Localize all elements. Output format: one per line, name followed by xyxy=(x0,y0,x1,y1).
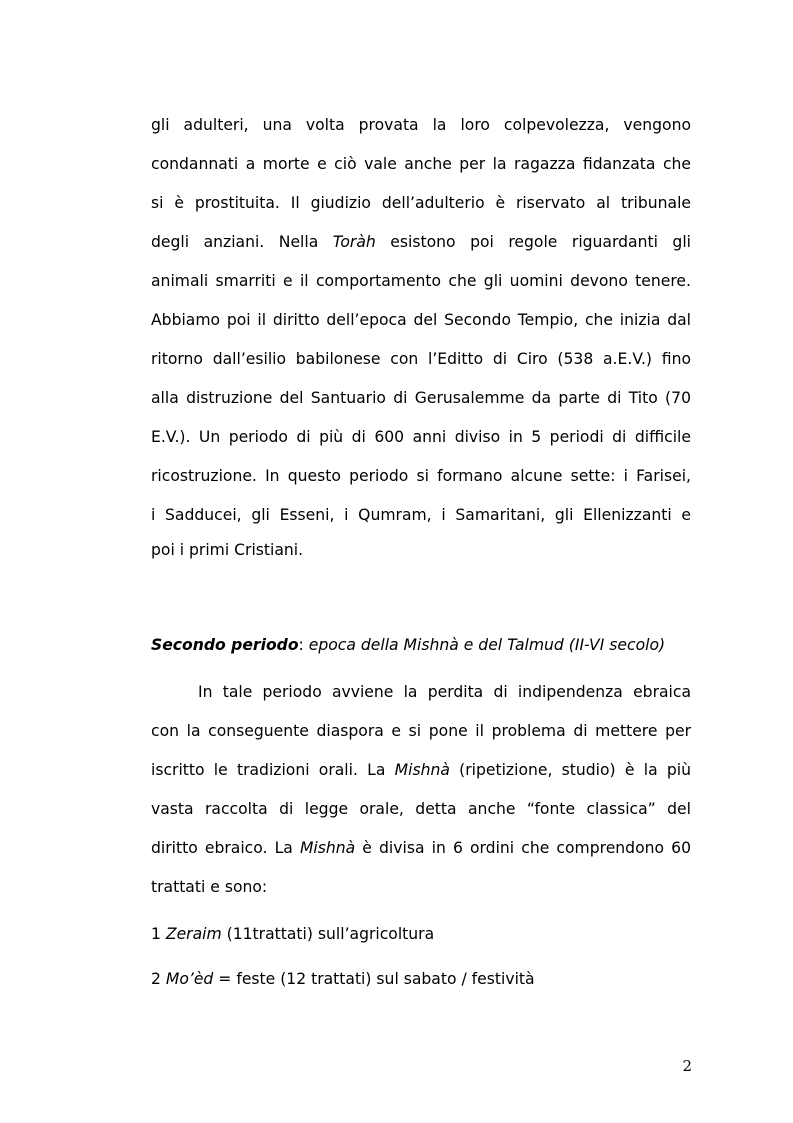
text-segment: diritto ebraico. La xyxy=(151,839,300,857)
text-segment: è divisa in 6 ordini che comprendono 60 xyxy=(355,839,692,857)
text-line-last: poi i primi Cristiani. xyxy=(151,541,304,559)
order-name: Zeraim xyxy=(165,925,222,943)
text-line: gli adulteri, una volta provata la loro colpevolezza, vengono xyxy=(151,116,691,134)
mishna-term: Mishnà xyxy=(299,839,356,857)
text-line: animali smarriti e il comportamento che gli uomini devono tenere. xyxy=(151,272,691,290)
text-line xyxy=(151,837,691,859)
text-line: E.V.). Un periodo di più di 600 anni diviso in 5 periodi di difficile xyxy=(151,428,691,446)
text-line: ritorno dall’esilio babilonese con l’Editto di Ciro (538 a.E.V.) fino xyxy=(151,350,691,368)
order-description: = feste (12 trattati) sul sabato / festività xyxy=(213,970,535,988)
mishna-term: Mishnà xyxy=(394,761,450,779)
page-number: 2 xyxy=(682,1057,692,1075)
text-line: Abbiamo poi il diritto dell’epoca del Secondo Tempio, che inizia dal xyxy=(151,311,691,329)
text-line: condannati a morte e ciò vale anche per la ragazza fidanzata che xyxy=(151,155,691,173)
text-line: si è prostituita. Il giudizio dell’adulterio è riservato al tribunale xyxy=(151,194,691,212)
text-segment: degli anziani. Nella xyxy=(151,233,333,251)
list-item xyxy=(151,968,535,990)
text-line-indented: In tale periodo avviene la perdita di indipendenza ebraica xyxy=(198,683,691,701)
heading-colon: : xyxy=(298,636,309,654)
text-line: con la conseguente diaspora e si pone il problema di mettere per xyxy=(151,722,691,740)
text-segment: esistono poi regole riguardanti gli xyxy=(375,233,691,251)
list-number: 1 xyxy=(151,925,166,943)
text-line xyxy=(151,231,691,253)
order-name: Mo’èd xyxy=(165,970,214,988)
heading-bold: Secondo periodo xyxy=(151,636,299,654)
text-line: i Sadducei, gli Esseni, i Qumram, i Samaritani, gli Ellenizzanti e xyxy=(151,506,691,524)
text-segment: iscritto le tradizioni orali. La xyxy=(151,761,395,779)
text-line: vasta raccolta di legge orale, detta anche “fonte classica” del xyxy=(151,800,691,818)
heading-italic: epoca della Mishnà e del Talmud (II-VI secolo) xyxy=(308,636,666,654)
text-line xyxy=(151,759,691,781)
torah-term: Toràh xyxy=(332,233,376,251)
text-line: alla distruzione del Santuario di Gerusalemme da parte di Tito (70 xyxy=(151,389,691,407)
order-description: (11trattati) sull’agricoltura xyxy=(221,925,435,943)
list-number: 2 xyxy=(151,970,166,988)
text-line: ricostruzione. In questo periodo si formano alcune sette: i Farisei, xyxy=(151,467,691,485)
text-line-last: trattati e sono: xyxy=(151,878,268,896)
section-heading xyxy=(151,634,665,656)
text-segment: (ripetizione, studio) è la più xyxy=(449,761,691,779)
list-item xyxy=(151,923,434,945)
